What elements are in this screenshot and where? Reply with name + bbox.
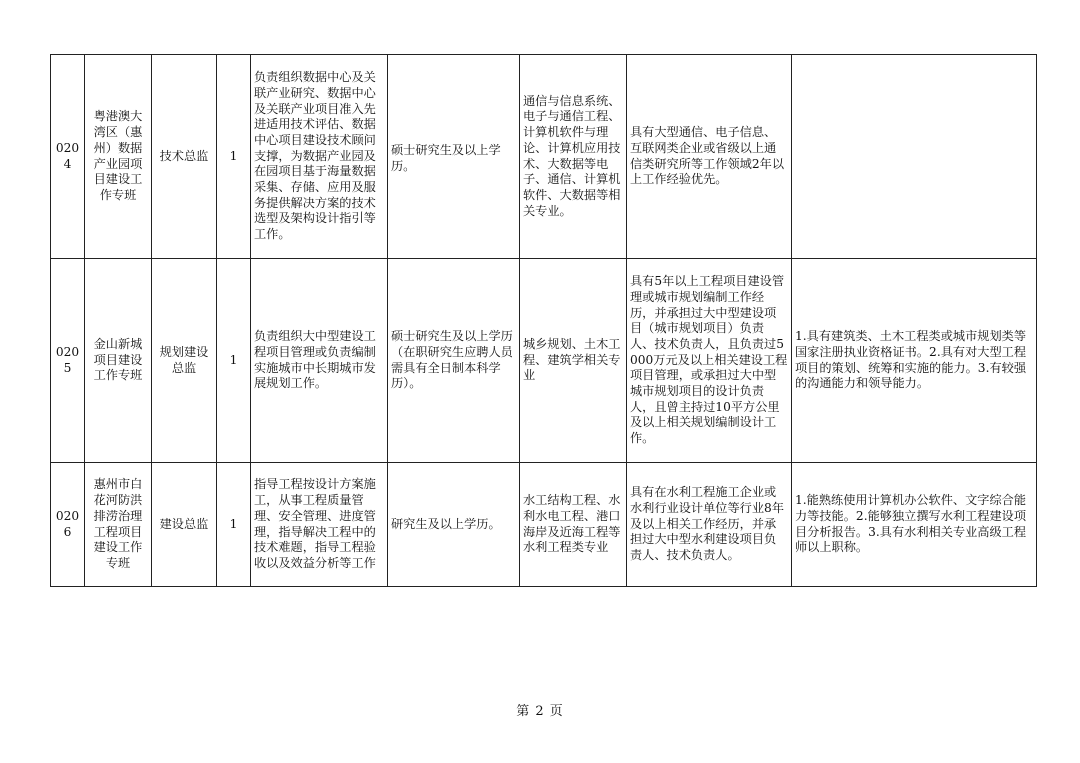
- education-requirement: 硕士研究生及以上学历（在职研究生应聘人员需具有全日制本科学历）。: [388, 259, 520, 463]
- job-duties: 负责组织数据中心及关联产业研究、数据中心及关联产业项目准入先进适用技术评估、数据中心项目建设技术顾问支撑，为数据产业园及在园项目基于海量数据采集、存储、应用及服务提供解决方案的技术选型及架构设计指引等工作。: [251, 55, 388, 259]
- headcount: 1: [217, 259, 251, 463]
- unit-name: 金山新城项目建设工作专班: [85, 259, 152, 463]
- other-requirement: 1.具有建筑类、土木工程类或城市规划类等国家注册执业资格证书。2.具有对大型工程项目的策划、统筹和实施的能力。3.有较强的沟通能力和领导能力。: [792, 259, 1037, 463]
- position-name: 建设总监: [152, 463, 217, 587]
- headcount: 1: [217, 55, 251, 259]
- other-requirement: [792, 55, 1037, 259]
- position-name: 技术总监: [152, 55, 217, 259]
- position-name: 规划建设总监: [152, 259, 217, 463]
- recruitment-table: [50, 54, 1037, 587]
- education-requirement: 硕士研究生及以上学历。: [388, 55, 520, 259]
- table-row: [51, 259, 1037, 463]
- job-code: 0204: [51, 55, 85, 259]
- job-duties: 负责组织大中型建设工程项目管理或负责编制实施城市中长期城市发展规划工作。: [251, 259, 388, 463]
- job-code: 0206: [51, 463, 85, 587]
- education-requirement: 研究生及以上学历。: [388, 463, 520, 587]
- unit-name: 惠州市白花河防洪排涝治理工程项目建设工作专班: [85, 463, 152, 587]
- major-requirement: 城乡规划、土木工程、建筑学相关专业: [520, 259, 627, 463]
- experience-requirement: 具有在水利工程施工企业或水利行业设计单位等行业8年及以上相关工作经历，并承担过大中型水利建设项目负责人、技术负责人。: [627, 463, 792, 587]
- major-requirement: 通信与信息系统、电子与通信工程、计算机软件与理论、计算机应用技术、大数据等电子、通信、计算机软件、大数据等相关专业。: [520, 55, 627, 259]
- job-code: 0205: [51, 259, 85, 463]
- job-duties: 指导工程按设计方案施工，从事工程质量管理、安全管理、进度管理，指导解决工程中的技术难题，指导工程验收以及效益分析等工作: [251, 463, 388, 587]
- experience-requirement: 具有大型通信、电子信息、互联网类企业或省级以上通信类研究所等工作领域2年以上工作经验优先。: [627, 55, 792, 259]
- major-requirement: 水工结构工程、水利水电工程、港口海岸及近海工程等水利工程类专业: [520, 463, 627, 587]
- other-requirement: 1.能熟练使用计算机办公软件、文字综合能力等技能。2.能够独立撰写水利工程建设项目分析报告。3.具有水利相关专业高级工程师以上职称。: [792, 463, 1037, 587]
- table-row: [51, 55, 1037, 259]
- headcount: 1: [217, 463, 251, 587]
- page-number: 第 2 页: [516, 704, 564, 719]
- unit-name: 粤港澳大湾区（惠州）数据产业园项目建设工作专班: [85, 55, 152, 259]
- table-row: [51, 463, 1037, 587]
- experience-requirement: 具有5年以上工程项目建设管理或城市规划编制工作经历，并承担过大中型建设项目（城市规划项目）负责人、技术负责人，且负责过5000万元及以上相关建设工程项目管理，或承担过大中型城市规划项目的设计负责人，且曾主持过10平方公里及以上相关规划编制设计工作。: [627, 259, 792, 463]
